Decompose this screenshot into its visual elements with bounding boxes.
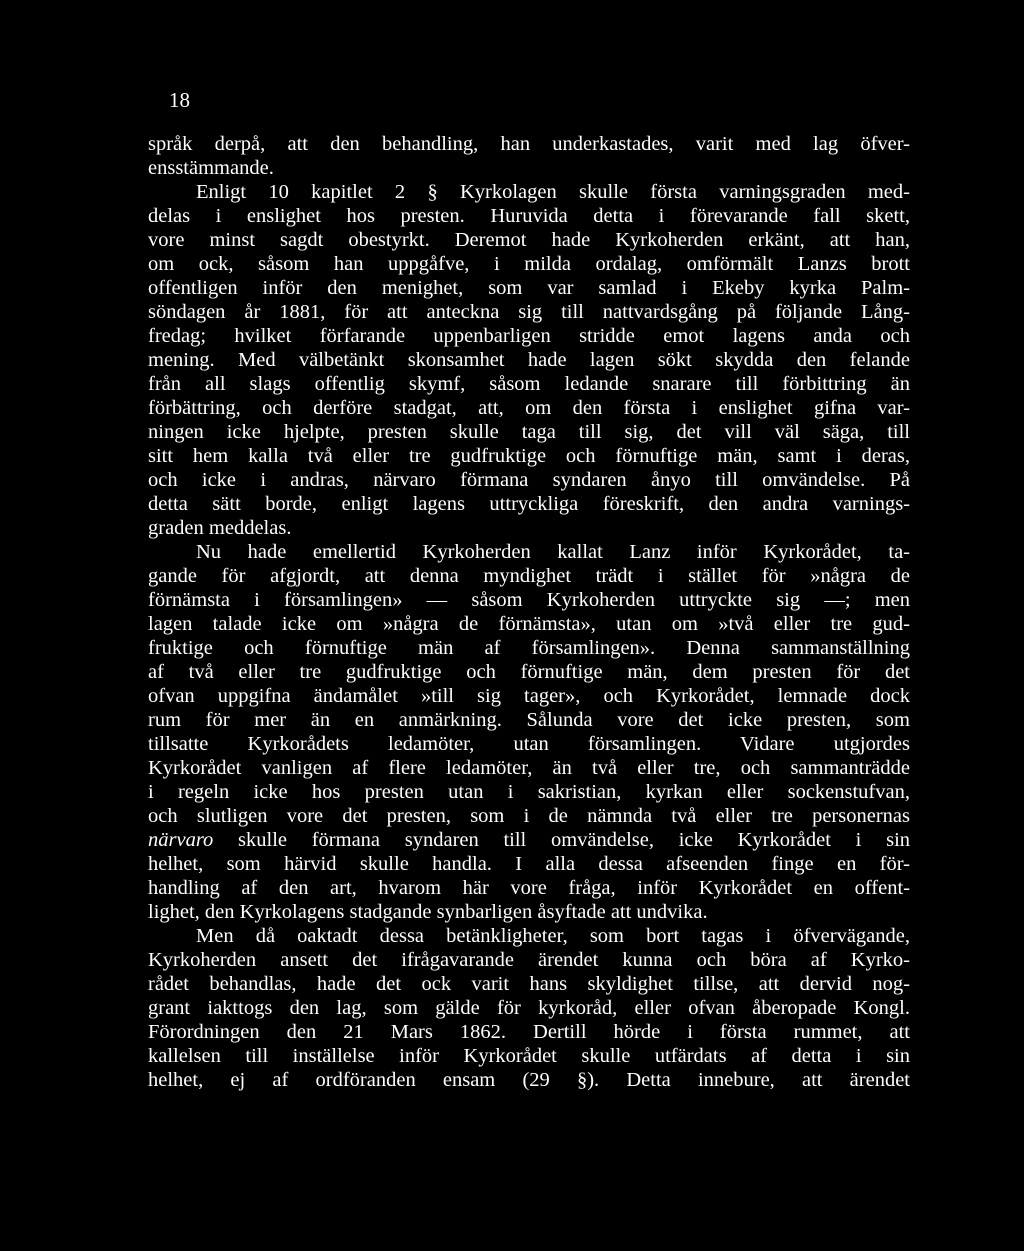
text-line: rum för mer än en anmärkning. Sålunda vore det icke presten, som <box>148 709 910 731</box>
page-number: 18 <box>169 88 190 112</box>
text-line: och icke i andras, närvaro förmana syndaren ånyo till omvändelse. På <box>148 469 910 491</box>
text-line: gande för afgjordt, att denna myndighet trädt i stället för »några de <box>148 565 910 587</box>
text-line: söndagen år 1881, för att anteckna sig till nattvardsgång på följande Lång- <box>148 301 910 323</box>
text-line: mening. Med välbetänkt skonsamhet hade lagen sökt skydda den felande <box>148 349 910 371</box>
text-line: grant iakttogs den lag, som gälde för kyrkoråd, eller ofvan åberopade Kongl. <box>148 997 910 1019</box>
text-line: vore minst sagdt obestyrkt. Deremot hade Kyrkoherden erkänt, att han, <box>148 229 910 251</box>
text-line: detta sätt borde, enligt lagens uttryckliga föreskrift, den andra varnings- <box>148 493 910 515</box>
text-line: lighet, den Kyrkolagens stadgande synbarligen åsyftade att undvika. <box>148 901 708 923</box>
text-line <box>148 828 910 852</box>
text-line: ofvan uppgifna ändamålet »till sig tager», och Kyrkorådet, lemnade dock <box>148 685 910 707</box>
body-text <box>148 132 910 1092</box>
text-line: lagen talade icke om »några de förnämsta», utan om »två eller tre gud- <box>148 613 910 635</box>
text-line: delas i enslighet hos presten. Huruvida detta i förevarande fall skett, <box>148 205 910 227</box>
text-line: språk derpå, att den behandling, han underkastades, varit med lag öfver- <box>148 133 910 155</box>
text-line: helhet, ej af ordföranden ensam (29 §). Detta innebure, att ärendet <box>148 1069 910 1091</box>
text-line: offentligen inför den menighet, som var samlad i Ekeby kyrka Palm- <box>148 277 910 299</box>
text-line: Kyrkoherden ansett det ifrågavarande ärendet kunna och böra af Kyrko- <box>148 949 910 971</box>
text-line: om ock, såsom han uppgåfve, i milda ordalag, omförmält Lanzs brott <box>148 253 910 275</box>
text-line: Kyrkorådet vanligen af flere ledamöter, än två eller tre, och sammanträdde <box>148 757 910 779</box>
text-line: i regeln icke hos presten utan i sakristian, kyrkan eller sockenstufvan, <box>148 781 910 803</box>
text-line: Enligt 10 kapitlet 2 § Kyrkolagen skulle första varningsgraden med- <box>196 181 910 203</box>
text-line: fredag; hvilket förfarande uppenbarligen stridde emot lagens anda och <box>148 325 910 347</box>
italic-word: närvaro <box>148 829 214 851</box>
text-line: förnämsta i församlingen» — såsom Kyrkoherden uttryckte sig —; men <box>148 589 910 611</box>
text-line: fruktige och förnuftige män af församlingen». Denna sammanställning <box>148 637 910 659</box>
text-line: från all slags offentlig skymf, såsom ledande snarare till förbittring än <box>148 373 910 395</box>
text-line: Men då oaktadt dessa betänkligheter, som bort tagas i öfvervägande, <box>196 925 910 947</box>
text-line: rådet behandlas, hade det ock varit hans skyldighet tillse, att dervid nog- <box>148 973 910 995</box>
text-line: helhet, som härvid skulle handla. I alla dessa afseenden finge en för- <box>148 853 910 875</box>
text-line: ningen icke hjelpte, presten skulle taga till sig, det vill väl säga, till <box>148 421 910 443</box>
text-line: af två eller tre gudfruktige och förnuftige män, dem presten för det <box>148 661 910 683</box>
text-line: graden meddelas. <box>148 517 292 539</box>
text-line: och slutligen vore det presten, som i de nämnda två eller tre personernas <box>148 805 910 827</box>
text-line: sitt hem kalla två eller tre gudfruktige och förnuftige män, samt i deras, <box>148 445 910 467</box>
text-line: Nu hade emellertid Kyrkoherden kallat Lanz inför Kyrkorådet, ta- <box>196 541 910 563</box>
text-line: kallelsen till inställelse inför Kyrkorådet skulle utfärdats af detta i sin <box>148 1045 910 1067</box>
text-line: Förordningen den 21 Mars 1862. Dertill hörde i första rummet, att <box>148 1021 910 1043</box>
text-line: ensstämmande. <box>148 157 274 179</box>
text-line: handling af den art, hvarom här vore fråga, inför Kyrkorådet en offent- <box>148 877 910 899</box>
line-text: skulle förmana syndaren till omvändelse, icke Kyrkorådet i sin <box>238 829 911 851</box>
text-line: förbättring, och derföre stadgat, att, om den första i enslighet gifna var- <box>148 397 910 419</box>
text-line: tillsatte Kyrkorådets ledamöter, utan församlingen. Vidare utgjordes <box>148 733 910 755</box>
